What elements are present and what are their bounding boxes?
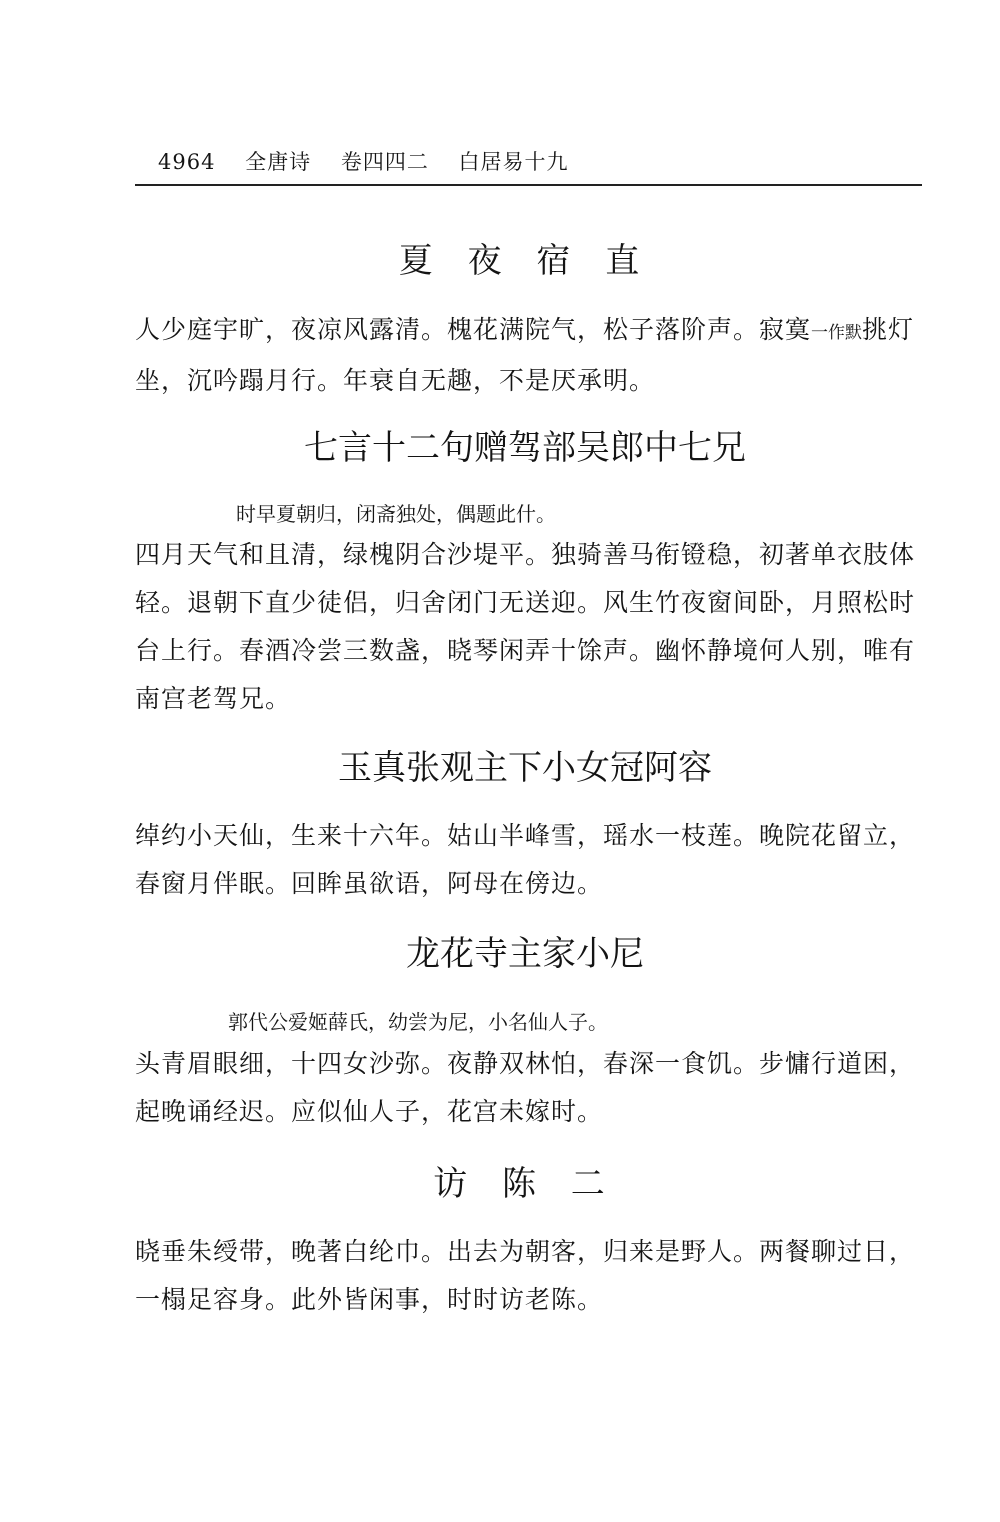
poem-title-2: 七言十二句赠驾部吴郎中七兄 [304, 428, 746, 468]
author-label: 白居易十九 [458, 150, 569, 174]
header-rule [135, 184, 922, 186]
volume-label: 卷四四二 [340, 150, 429, 174]
poem-preface-4: 郭代公爱姬薛氏，幼尝为尼，小名仙人子。 [228, 1010, 608, 1034]
poem-text-2: 四月天气和且清，绿槐阴合沙堤平。独骑善马衔镫稳，初著单衣肢体轻。退朝下直少徒侣，归舍闭门无送迎。风生竹夜窗间卧，月照松时台上行。春酒冷尝三数盏，晓琴闲弄十馀声。幽怀静境何人别，唯有南宫老驾兄。 [135, 540, 916, 713]
poem-text-5: 晓垂朱绶带，晚著白纶巾。出去为朝客，归来是野人。两餐聊过日，一榻足容身。此外皆闲事，时时访老陈。 [135, 1237, 916, 1314]
variant-note: 一作默 [811, 323, 863, 343]
poem-title-3: 玉真张观主下小女冠阿容 [338, 748, 712, 788]
poem-title-4: 龙花寺主家小尼 [406, 934, 644, 974]
book-title: 全唐诗 [245, 150, 312, 174]
poem-title-5: 访 陈 二 [433, 1164, 617, 1204]
poem-text-4: 头青眉眼细，十四女沙弥。夜静双林怕，春深一食饥。步慵行道困，起晚诵经迟。应似仙人子，花宫未嫁时。 [135, 1049, 916, 1126]
poem-text-1-part-b: 挑灯坐，沉吟蹋月行。年衰自无趣，不是厌承明。 [135, 315, 915, 395]
poem-preface-2: 时早夏朝归，闭斋独处，偶题此什。 [236, 502, 556, 526]
poem-text-3: 绰约小天仙，生来十六年。姑山半峰雪，瑶水一枝莲。晚院花留立，春窗月伴眠。回眸虽欲语，阿母在傍边。 [135, 821, 916, 898]
poem-text-1 [135, 306, 925, 405]
page-number: 4964 [158, 150, 216, 174]
poem-text-1-part-a: 人少庭宇旷，夜凉风露清。槐花满院气，松子落阶声。寂寞 [135, 315, 812, 344]
poem-title-1: 夏 夜 宿 直 [398, 241, 652, 281]
running-header [158, 146, 591, 176]
